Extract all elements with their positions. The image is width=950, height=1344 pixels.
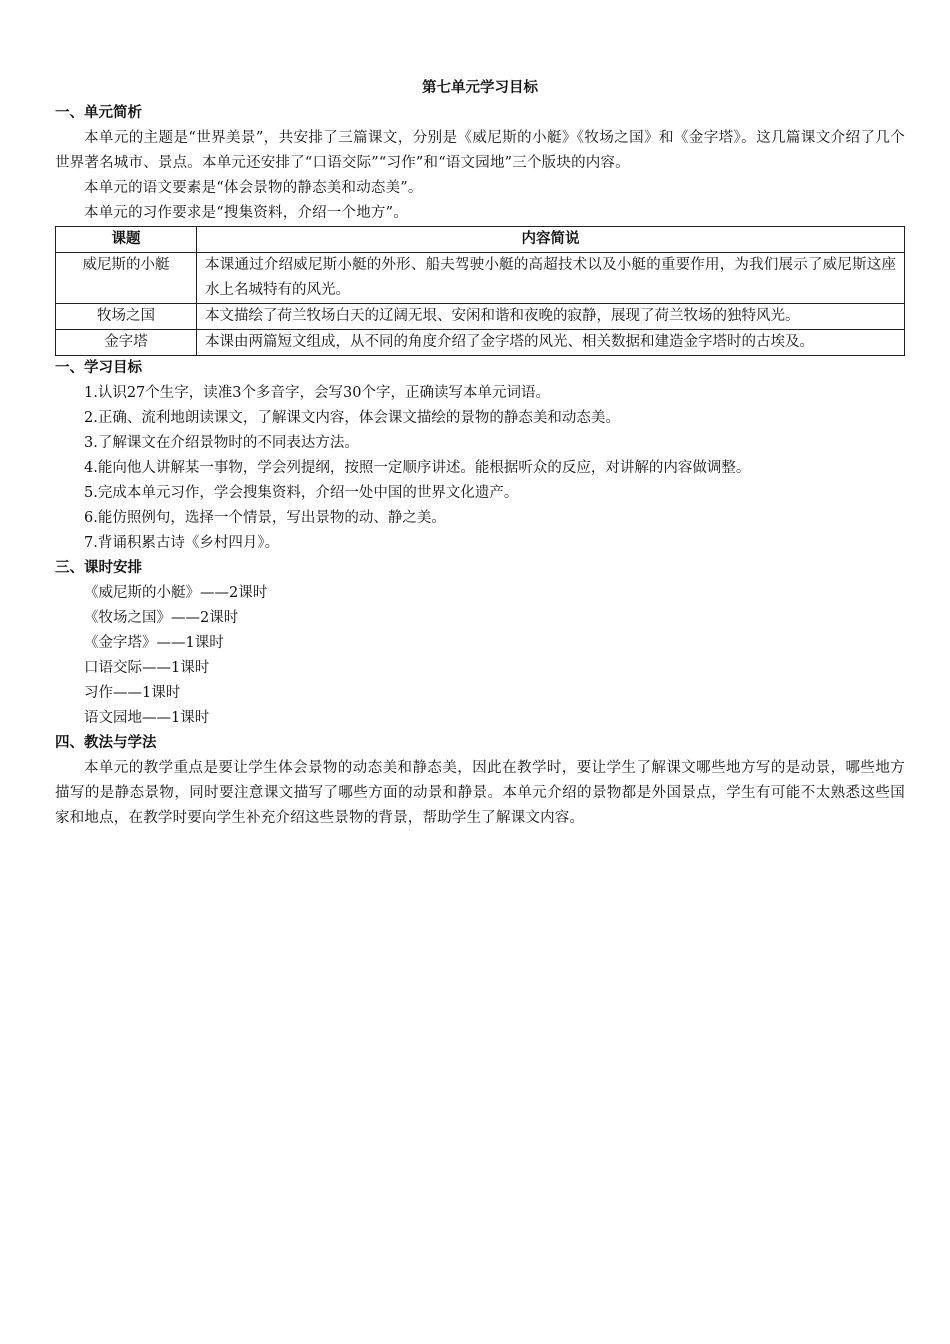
table-row xyxy=(56,253,905,304)
table-cell-topic: 牧场之国 xyxy=(56,304,197,330)
methods-paragraph: 本单元的教学重点是要让学生体会景物的动态美和静态美，因此在教学时，要让学生了解课文哪些地方写的是动景，哪些地方描写的是静态景物，同时要注意课文描写了哪些方面的动景和静景。本单元介绍的景物都是外国景点，学生有可能不太熟悉这些国家和地点，在教学时要向学生补充介绍这些景物的背景，帮助学生了解课文内容。 xyxy=(55,760,905,826)
schedule-item-2: 《牧场之国》——2课时 xyxy=(84,610,239,626)
schedule-item-4: 口语交际——1课时 xyxy=(84,660,210,676)
table-cell-description: 本课通过介绍威尼斯小艇的外形、船夫驾驶小艇的高超技术以及小艇的重要作用，为我们展示了威尼斯这座水上名城特有的风光。 xyxy=(197,253,905,304)
page-title: 第七单元学习目标 xyxy=(422,80,538,96)
schedule-item-3: 《金字塔》——1课时 xyxy=(84,635,224,651)
section-heading-methods: 四、教法与学法 xyxy=(55,735,157,751)
overview-paragraph-3: 本单元的习作要求是“搜集资料，介绍一个地方”。 xyxy=(84,205,408,221)
table-header-description: 内容简说 xyxy=(197,227,905,253)
section-heading-schedule: 三、课时安排 xyxy=(55,560,142,576)
table-cell-topic: 威尼斯的小艇 xyxy=(56,253,197,304)
table-cell-description: 本课由两篇短文组成，从不同的角度介绍了金字塔的风光、相关数据和建造金字塔时的古埃及。 xyxy=(197,330,905,356)
schedule-item-5: 习作——1课时 xyxy=(84,685,181,701)
goal-item-5: 5.完成本单元习作，学会搜集资料，介绍一处中国的世界文化遗产。 xyxy=(84,485,519,501)
table-row xyxy=(56,330,905,356)
goal-item-3: 3.了解课文在介绍景物时的不同表达方法。 xyxy=(84,435,359,451)
goal-item-7: 7.背诵积累古诗《乡村四月》。 xyxy=(84,535,280,551)
lesson-summary-table xyxy=(55,226,905,356)
overview-paragraph-2: 本单元的语文要素是“体会景物的静态美和动态美”。 xyxy=(84,180,423,196)
goal-item-1: 1.认识27个生字，读准3个多音字，会写30个字，正确读写本单元词语。 xyxy=(84,385,550,401)
document-page xyxy=(55,76,905,831)
overview-paragraph-1: 本单元的主题是“世界美景”，共安排了三篇课文，分别是《威尼斯的小艇》《牧场之国》和《金字塔》。这几篇课文介绍了几个世界著名城市、景点。本单元还安排了“口语交际”“习作”和“语文园地”三个版块的内容。 xyxy=(55,130,905,171)
section-heading-overview: 一、单元简析 xyxy=(55,105,142,121)
table-header-topic: 课题 xyxy=(56,227,197,253)
table-cell-topic: 金字塔 xyxy=(56,330,197,356)
section-heading-goals: 一、学习目标 xyxy=(55,360,142,376)
goal-item-6: 6.能仿照例句，选择一个情景，写出景物的动、静之美。 xyxy=(84,510,446,526)
schedule-item-6: 语文园地——1课时 xyxy=(84,710,210,726)
table-row xyxy=(56,304,905,330)
goal-item-4: 4.能向他人讲解某一事物，学会列提纲，按照一定顺序讲述。能根据听众的反应，对讲解的内容做调整。 xyxy=(84,460,751,476)
table-header-row xyxy=(56,227,905,253)
table-cell-description: 本文描绘了荷兰牧场白天的辽阔无垠、安闲和谐和夜晚的寂静，展现了荷兰牧场的独特风光。 xyxy=(197,304,905,330)
goal-item-2: 2.正确、流利地朗读课文，了解课文内容，体会课文描绘的景物的静态美和动态美。 xyxy=(84,410,620,426)
schedule-item-1: 《威尼斯的小艇》——2课时 xyxy=(84,585,268,601)
